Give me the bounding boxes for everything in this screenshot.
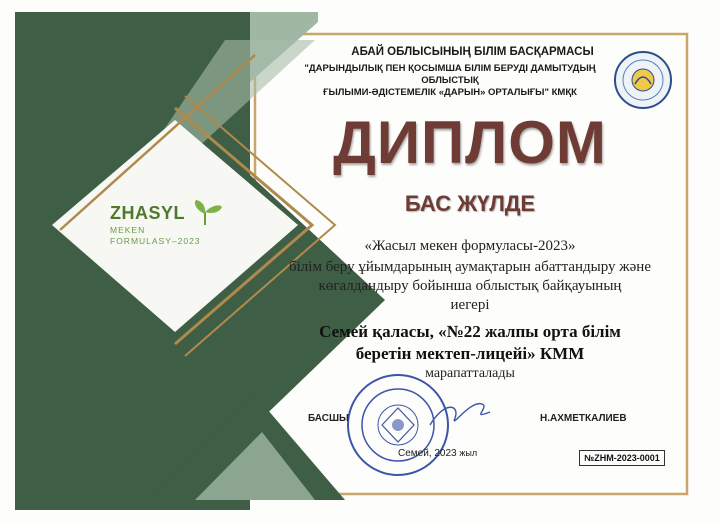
- city-date-text: Семей, 2023: [398, 448, 457, 459]
- year-word: жыл: [459, 448, 478, 458]
- contest-name: «Жасыл мекен формуласы-2023»: [364, 238, 576, 254]
- winner-line2: беретін мектеп-лицейі» КММ: [355, 344, 585, 363]
- daryn-center-emblem-icon: [615, 52, 671, 108]
- header-subtitle: [300, 63, 600, 99]
- diploma-title: ДИПЛОМ: [333, 109, 607, 176]
- diploma-subtitle: БАС ЖҮЛДЕ: [404, 191, 536, 216]
- header-organization: АБАЙ ОБЛЫСЫНЫҢ БІЛІМ БАСҚАРМАСЫ: [351, 46, 594, 58]
- city-date: [398, 448, 477, 459]
- header-sub-line2: ҒЫЛЫМИ-ӘДІСТЕМЕЛІК «ДАРЫН» ОРТАЛЫҒЫ" КМҚК: [323, 87, 577, 98]
- signature-icon: [430, 404, 490, 425]
- description: [255, 258, 685, 315]
- head-label: БАСШЫ: [308, 413, 349, 424]
- logo-brand: ZHASYL: [110, 203, 185, 223]
- winner-line1: Семей қаласы, «№22 жалпы орта білім: [319, 322, 621, 341]
- official-seal-icon: [348, 375, 448, 475]
- description-line1: білім беру ұйымдарының аумақтарын абаттандыру және: [289, 259, 651, 275]
- diploma-number: №ZHM-2023-0001: [579, 450, 665, 466]
- head-name: Н.АХМЕТКАЛИЕВ: [540, 413, 627, 424]
- logo-line2: FORMULASY–2023: [110, 236, 201, 246]
- header-sub-line1: "ДАРЫНДЫЛЫҚ ПЕН ҚОСЫМША БІЛІМ БЕРУДІ ДАМЫТУДЫҢ ОБЛЫСТЫҚ: [304, 63, 596, 86]
- description-line3: иегері: [450, 297, 490, 313]
- description-line2: көгалдандыру бойынша облыстық байқауының: [318, 278, 622, 294]
- winner-name: [295, 321, 645, 365]
- logo-line1: MEKEN: [110, 225, 146, 235]
- awarded-text: марапатталады: [425, 366, 515, 381]
